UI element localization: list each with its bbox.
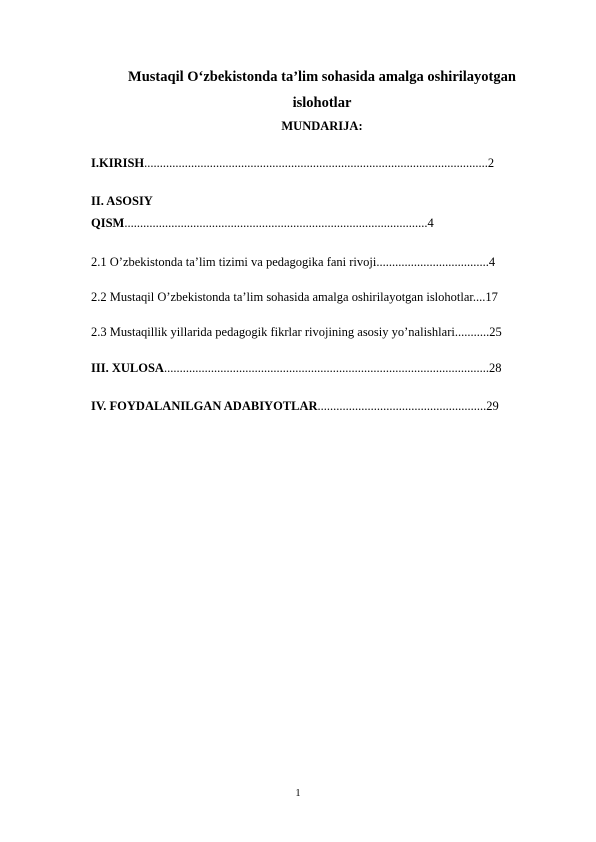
toc-entry-section-2-3: [91, 324, 502, 340]
toc-entry-label: II. ASOSIY: [91, 194, 153, 208]
toc-entry-section-2-2: [91, 289, 498, 305]
toc-entry-leader: ....................................: [376, 255, 489, 269]
toc-entry-asosiy-line-1: [91, 193, 153, 209]
document-title-line-2: islohotlar: [292, 95, 352, 111]
toc-entry-label: QISM: [91, 216, 125, 230]
toc-entry-label: 2.3 Mustaqillik yillarida pedagogik fikrlar rivojining asosiy yo’nalishlari: [91, 325, 455, 339]
toc-entry-page: 4: [488, 255, 496, 269]
toc-entry-leader: ...........: [454, 325, 490, 339]
toc-entry-leader: ......................................................: [317, 399, 487, 413]
toc-entry-label: IV. FOYDALANILGAN ADABIYOTLAR: [91, 399, 318, 413]
toc-entry-leader: .................................................................................................: [124, 216, 428, 230]
toc-entry-xulosa: [91, 360, 501, 376]
toc-entry-section-2-1: [91, 254, 495, 270]
toc-entry-leader: ....: [472, 290, 486, 304]
toc-entry-label: III. XULOSA: [91, 361, 164, 375]
toc-entry-page: 28: [488, 361, 502, 375]
toc-entry-page: 29: [486, 399, 499, 413]
toc-entry-label: I.KIRISH: [91, 156, 145, 170]
page-number: 1: [295, 788, 301, 799]
toc-entry-page: 17: [485, 290, 498, 304]
toc-heading: MUNDARIJA:: [281, 119, 363, 133]
toc-entry-page: 4: [427, 216, 434, 230]
toc-entry-page: 25: [489, 325, 502, 339]
toc-entry-asosiy-line-2: [91, 215, 434, 231]
toc-entry-page: 2: [487, 156, 495, 170]
toc-entry-leader: ..............................................................................................................: [144, 156, 488, 170]
toc-entry-foydalanilgan-adabiyotlar: [91, 398, 499, 414]
toc-entry-kirish: [91, 155, 494, 171]
toc-entry-leader: ........................................................................................................: [163, 361, 489, 375]
toc-entry-label: 2.1 O’zbekistonda ta’lim tizimi va pedagogika fani rivoji: [91, 255, 377, 269]
document-title-line-1: Mustaqil O‘zbekistonda ta’lim sohasida amalga oshirilayotgan: [128, 69, 516, 85]
toc-entry-label: 2.2 Mustaqil O’zbekistonda ta’lim sohasida amalga oshirilayotgan islohotlar: [91, 290, 473, 304]
